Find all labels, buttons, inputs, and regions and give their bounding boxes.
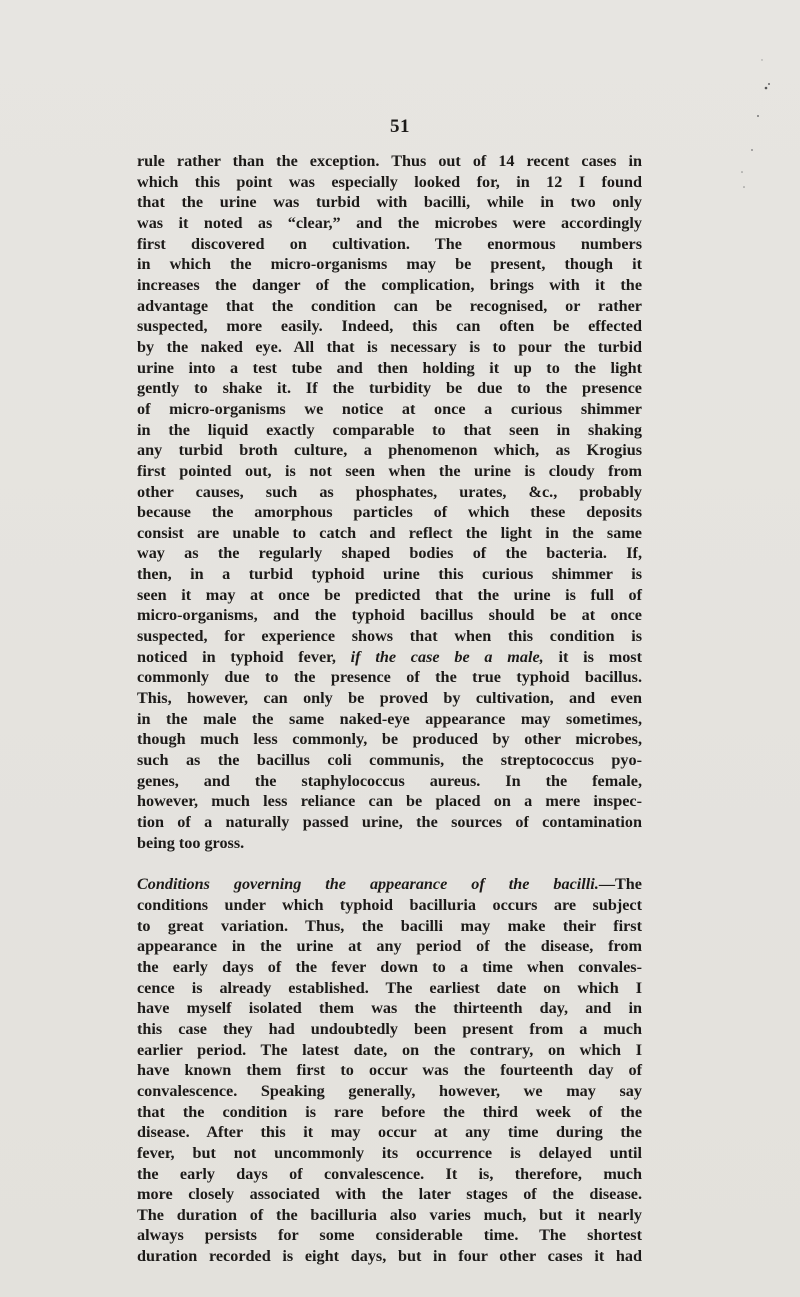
text-line: however, much less reliance can be placed on a mere inspec- — [137, 792, 642, 811]
text-line: duration recorded is eight days, but in four other cases it had — [137, 1247, 642, 1266]
text-line: this case they had undoubtedly been present from a much — [137, 1019, 642, 1038]
page-edge-specks — [740, 0, 800, 200]
section-heading: Conditions governing the appearance of the bacilli. — [137, 875, 599, 894]
text-line: by the naked eye. All that is necessary is to pour the turbid — [137, 337, 642, 356]
text-line: was it noted as “clear,” and the microbes were accordingly — [137, 213, 642, 232]
text-line: urine into a test tube and then holding it up to the light — [137, 358, 642, 377]
text-line: fever, but not uncommonly its occurrence is delayed until — [137, 1143, 642, 1162]
paragraph-1 — [137, 151, 642, 853]
text-line: advantage that the condition can be recognised, or rather — [137, 296, 642, 315]
text-line: to great variation. Thus, the bacilli may make their first — [137, 916, 642, 935]
body-text — [137, 151, 642, 1267]
text-line: have known them first to occur was the fourteenth day of — [137, 1061, 642, 1080]
text-line: appearance in the urine at any period of the disease, from — [137, 937, 642, 956]
text-line: The duration of the bacilluria also varies much, but it nearly — [137, 1205, 642, 1224]
text-line: then, in a turbid typhoid urine this curious shimmer is — [137, 565, 642, 584]
italic-phrase: if the case be a male, — [350, 647, 544, 666]
text-line: always persists for some considerable time. The shortest — [137, 1226, 642, 1245]
text-line: in the male the same naked-eye appearance may sometimes, — [137, 709, 642, 728]
text-line: convalescence. Speaking generally, however, we may say — [137, 1081, 642, 1100]
after-italic-text: it is most — [543, 647, 642, 666]
text-line: commonly due to the presence of the true typhoid bacillus. — [137, 668, 642, 687]
text-line: such as the bacillus coli communis, the streptococcus pyo- — [137, 751, 642, 770]
text-line: conditions under which typhoid bacilluria occurs are subject — [137, 895, 642, 914]
text-line: of micro-organisms we notice at once a curious shimmer — [137, 399, 642, 418]
text-line: more closely associated with the later stages of the disease. — [137, 1185, 642, 1204]
text-line: in the liquid exactly comparable to that seen in shaking — [137, 420, 642, 439]
text-line: disease. After this it may occur at any time during the — [137, 1123, 642, 1142]
heading-dash-text: —The — [598, 875, 642, 894]
text-line: other causes, such as phosphates, urates, &c., probably — [137, 482, 642, 501]
text-line: rule rather than the exception. Thus out of 14 recent cases in — [137, 152, 642, 170]
text-line: genes, and the staphylococcus aureus. In the female, — [137, 771, 642, 790]
text-line: tion of a naturally passed urine, the sources of contamination — [137, 813, 642, 831]
text-line: first discovered on cultivation. The enormous numbers — [137, 234, 642, 253]
page-number: 51 — [390, 116, 410, 137]
paragraph-gap — [137, 853, 642, 874]
text-line: This, however, can only be proved by cultivation, and even — [137, 689, 642, 708]
text-line: micro-organisms, and the typhoid bacillus should be at once — [137, 606, 642, 625]
text-line: because the amorphous particles of which these deposits — [137, 503, 642, 522]
text-line: that the urine was turbid with bacilli, while in two only — [137, 193, 642, 212]
text-line: that the condition is rare before the third week of the — [137, 1102, 642, 1121]
text-line: any turbid broth culture, a phenomenon which, as Krogius — [137, 441, 642, 460]
text-line: being too gross. — [137, 833, 245, 852]
text-line: noticed in typhoid fever, if the case be a male, it is most — [137, 647, 642, 666]
text-line: which this point was especially looked for, in 12 I found — [137, 172, 642, 191]
section-heading-line — [137, 874, 642, 895]
text-line: suspected, for experience shows that when this condition is — [137, 627, 642, 646]
text-line: in which the micro-organisms may be present, though it — [137, 255, 642, 274]
text-line: way as the regularly shaped bodies of the bacteria. If, — [137, 544, 642, 563]
text-line: the early days of convalescence. It is, therefore, much — [137, 1164, 642, 1183]
text-line: though much less commonly, be produced by other microbes, — [137, 730, 642, 749]
text-line: have myself isolated them was the thirteenth day, and in — [137, 999, 642, 1018]
text-line: seen it may at once be predicted that the urine is full of — [137, 585, 642, 604]
text-line: earlier period. The latest date, on the contrary, on which I — [137, 1040, 642, 1059]
text-line: suspected, more easily. Indeed, this can often be effected — [137, 317, 642, 336]
text-line: consist are unable to catch and reflect the light in the same — [137, 523, 642, 542]
text-line: cence is already established. The earliest date on which I — [137, 978, 642, 997]
paragraph-2 — [137, 874, 642, 1266]
text-line: first pointed out, is not seen when the urine is cloudy from — [137, 461, 642, 480]
text-line: gently to shake it. If the turbidity be due to the presence — [137, 379, 642, 398]
text-line: increases the danger of the complication, brings with it the — [137, 275, 642, 294]
text-line: the early days of the fever down to a time when convales- — [137, 957, 642, 976]
